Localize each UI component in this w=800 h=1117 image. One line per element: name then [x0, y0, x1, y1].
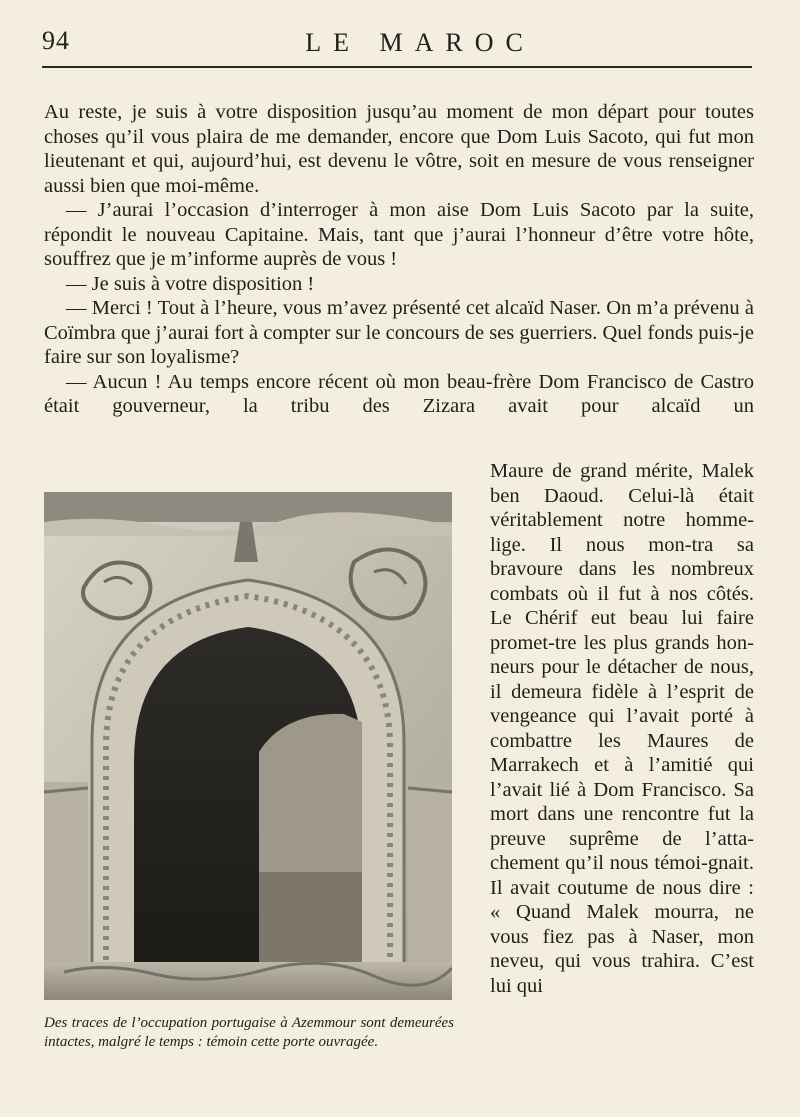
photo-portuguese-gate [44, 492, 452, 1000]
continuation-text: Maure de grand mérite, Malek ben Daoud. Celui-là était véritablement notre homme-lige. Il nous mon-tra sa bravoure dans les nombreux combats où il fut à nos côtés. Le Chérif eut beau lui faire promet-tre les plus grands hon-neurs pour le détacher de nous, il demeura fidèle à l’esprit de vengeance qui l’avait porté à combattre les Maures de Marrakech et à l’amitié qui l’avait lié à Dom Francisco. Sa mort dans une rencontre fut la preuve suprême de l’atta-chement qu’il nous témoi-gnait. Il avait coutume de nous dire : « Quand Malek mourra, ne vous fiez pas à Naser, mon neveu, qui vous trahira. C’est lui qui [490, 460, 754, 997]
page-number: 94 [42, 26, 70, 55]
figure-caption: Des traces de l’occupation portugaise à Azemmour sont demeurées intactes, malgré le temps : témoin cette porte ouvragée. [44, 1015, 454, 1050]
paragraph: — Je suis à votre disposition ! [66, 272, 315, 295]
paragraph: — Aucun ! Au temps encore récent où mon beau-frère Dom Francisco de Castro était gouverneur, la tribu des Zizara avait pour alcaïd un [44, 370, 754, 417]
header-rule [42, 66, 752, 68]
body-text [44, 100, 754, 419]
paragraph: — J’aurai l’occasion d’interroger à mon aise Dom Luis Sacoto par la suite, répondit le nouveau Capitaine. Mais, tant que j’aurai l’honneur d’être votre hôte, souffrez que je m’informe auprès de vous ! [44, 199, 754, 270]
running-title: LE MAROC [305, 28, 535, 57]
paragraph: Au reste, je suis à votre disposition jusqu’au moment de mon départ pour toutes choses qu’il vous plaira de me demander, encore que Dom Luis Sacoto, qui fut mon lieutenant et qui, aujourd’hui, est devenu le vôtre, soit en mesure de vous renseigner aussi bien que moi-même. [44, 101, 754, 197]
paragraph: — Merci ! Tout à l’heure, vous m’avez présenté cet alcaïd Naser. On m’a prévenu à Coïmbra que j’aurai fort à compter sur le concours de ses guerriers. Quel fonds puis-je faire sur son loyalisme? [44, 297, 754, 368]
